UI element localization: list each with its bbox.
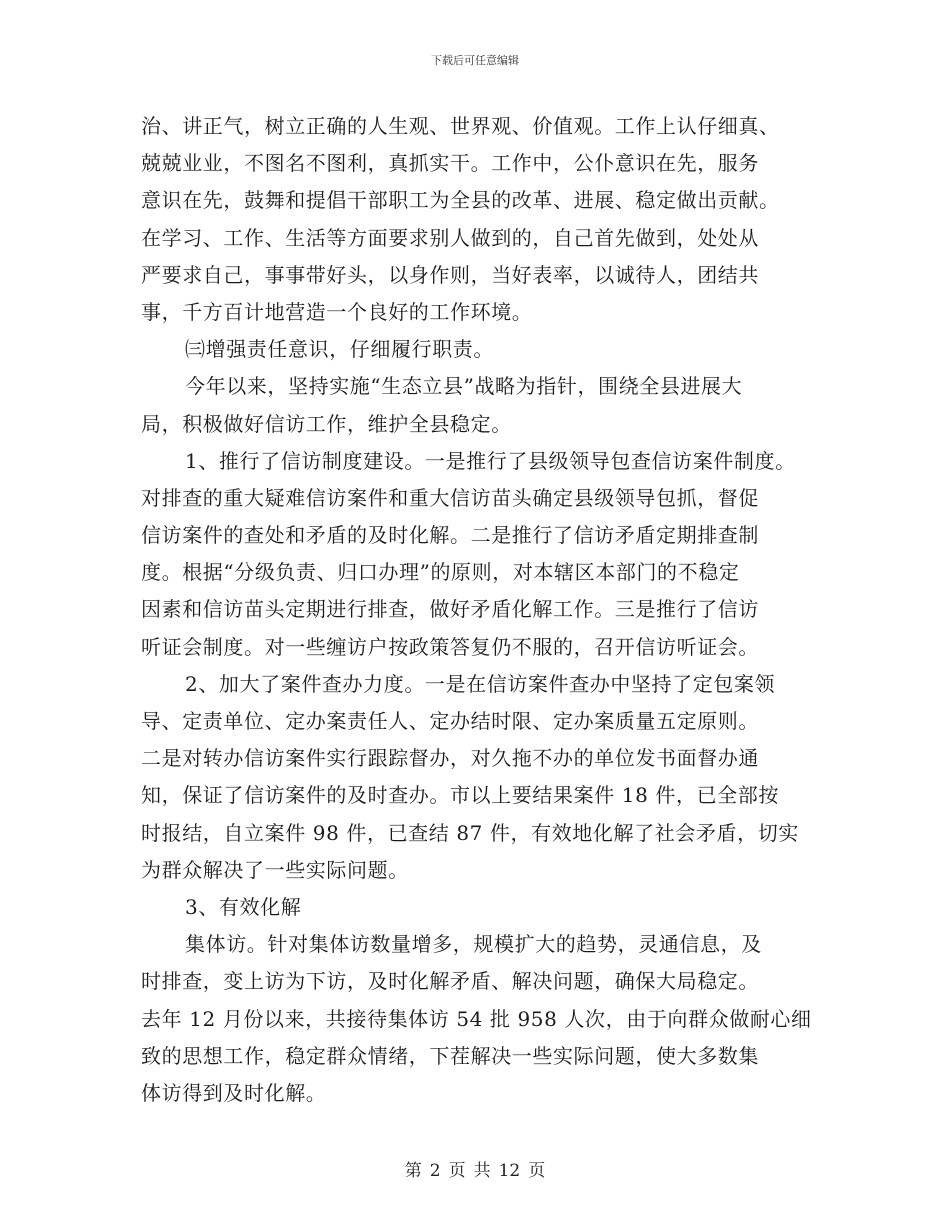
section-heading: 3、有效化解 [185,894,302,919]
text-line: 意识在先，鼓舞和提倡干部职工为全县的改革、进展、稳定做出贡献。 [141,188,780,213]
footer-prefix: 第 [404,1161,422,1181]
section-heading: ㈢增强责任意识，仔细履行职责。 [185,337,494,362]
text-line: 为群众解决了一些实际问题。 [141,857,409,882]
text-line: 因素和信访苗头定期进行排查，做好矛盾化解工作。三是推行了信访 [141,597,759,622]
text-line: 事，千方百计地营造一个良好的工作环境。 [141,299,533,324]
document-body [141,108,831,1112]
footer-page-label: 页 [448,1161,466,1181]
text-line: 去年 12 月份以来，共接待集体访 54 批 958 人次，由于向群众做耐心细 [141,1006,812,1031]
text-line: 度。根据“分级负责、归口办理”的原则，对本辖区本部门的不稳定 [141,560,740,585]
footer-page-number: 2 [429,1161,441,1181]
text-line: 集体访。针对集体访数量增多，规模扩大的趋势，灵通信息，及 [185,932,762,957]
text-line: 时排查，变上访为下访，及时化解矛盾、解决问题，确保大局稳定。 [141,969,759,994]
text-line: 治、讲正气，树立正确的人生观、世界观、价值观。工作上认仔细真、 [141,114,780,138]
text-line: 时报结，自立案件 98 件，已查结 87 件，有效地化解了社会矛盾，切实 [141,820,799,845]
text-line: 局，积极做好信访工作，维护全县稳定。 [141,411,512,436]
text-line: 知，保证了信访案件的及时查办。市以上要结果案件 18 件，已全部按 [141,783,779,808]
footer-suffix: 页 [528,1161,546,1181]
footer-total-pages: 12 [498,1161,521,1181]
text-line: 体访得到及时化解。 [141,1080,327,1105]
text-line: 导、定责单位、定办案责任人、定办结时限、定办案质量五定原则。 [141,709,759,733]
text-line: 2、加大了案件查办力度。一是在信访案件查办中坚持了定包案领 [185,671,776,696]
text-line: 对排查的重大疑难信访案件和重大信访苗头确定县级领导包抓，督促 [141,485,759,510]
text-line: 听证会制度。对一些缠访户按政策答复仍不服的，召开信访听证会。 [141,634,759,659]
page-header-note: 下载后可任意编辑 [431,54,519,67]
text-line: 信访案件的查处和矛盾的及时化解。二是推行了信访矛盾定期排查制 [141,523,759,548]
text-line: 兢兢业业，不图名不图利，真抓实干。工作中，公仆意识在先，服务 [141,151,759,176]
text-line: 严要求自己，事事带好头，以身作则，当好表率，以诚待人，团结共 [141,262,759,287]
page-footer [0,1156,950,1181]
text-line: 1、推行了信访制度建设。一是推行了县级领导包查信访案件制度。 [185,448,796,473]
footer-total-label: 共 [473,1161,491,1181]
text-line: 在学习、工作、生活等方面要求别人做到的，自己首先做到，处处从 [141,225,759,250]
text-line: 致的思想工作，稳定群众情绪，下茬解决一些实际问题，使大多数集 [141,1043,759,1068]
text-line: 今年以来，坚持实施“生态立县”战略为指针，围绕全县进展大 [185,374,743,399]
text-line: 二是对转办信访案件实行跟踪督办，对久拖不办的单位发书面督办通 [141,746,759,771]
